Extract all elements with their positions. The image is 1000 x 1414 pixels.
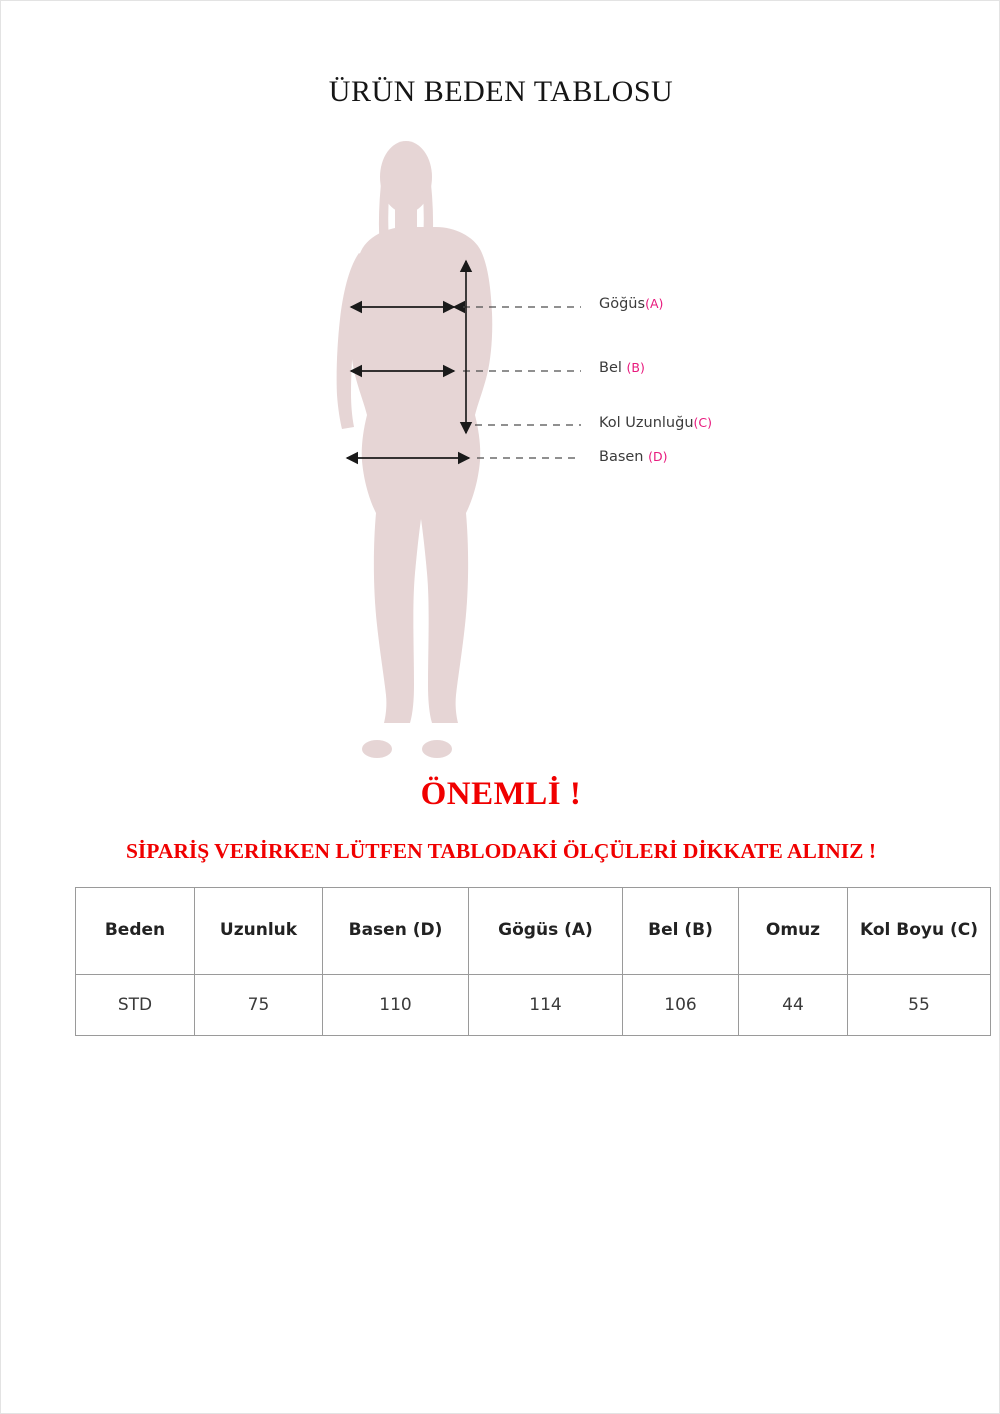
label-bel-text: Bel — [599, 360, 627, 376]
table-header-beden: Beden — [76, 888, 195, 975]
label-gogus — [599, 296, 663, 312]
cell-gogus: 114 — [469, 975, 623, 1036]
important-heading: ÖNEMLİ ! — [420, 776, 582, 812]
label-gogus-code: (A) — [645, 296, 664, 311]
label-bel — [599, 360, 645, 376]
label-kol-uzunlugu — [599, 415, 712, 431]
measurement-arrows-overlay — [251, 131, 811, 771]
label-basen-text: Basen — [599, 449, 649, 465]
table-header-bel: Bel (B) — [623, 888, 739, 975]
cell-omuz: 44 — [739, 975, 848, 1036]
table-header-omuz: Omuz — [739, 888, 848, 975]
cell-basen: 110 — [323, 975, 469, 1036]
label-kol-text: Kol Uzunluğu — [599, 415, 694, 431]
table-header-uzunluk: Uzunluk — [195, 888, 323, 975]
label-basen — [599, 449, 668, 465]
table-row — [76, 975, 991, 1036]
label-gogus-text: Göğüs — [599, 296, 646, 312]
measurement-figure — [251, 131, 811, 771]
cell-bel: 106 — [623, 975, 739, 1036]
table-header-kol-boyu: Kol Boyu (C) — [848, 888, 991, 975]
cell-beden: STD — [76, 975, 195, 1036]
notice-text: SİPARİŞ VERİRKEN LÜTFEN TABLODAKİ ÖLÇÜLERİ DİKKATE ALINIZ ! — [125, 839, 877, 863]
label-basen-code: (D) — [648, 449, 668, 464]
label-kol-code: (C) — [693, 415, 712, 430]
label-bel-code: (B) — [626, 360, 645, 375]
table-header-gogus: Gögüs (A) — [469, 888, 623, 975]
table-header-row — [76, 888, 991, 975]
cell-uzunluk: 75 — [195, 975, 323, 1036]
cell-kol-boyu: 55 — [848, 975, 991, 1036]
size-table — [75, 887, 991, 1036]
table-header-basen: Basen (D) — [323, 888, 469, 975]
page-title: ÜRÜN BEDEN TABLOSU — [328, 75, 674, 108]
